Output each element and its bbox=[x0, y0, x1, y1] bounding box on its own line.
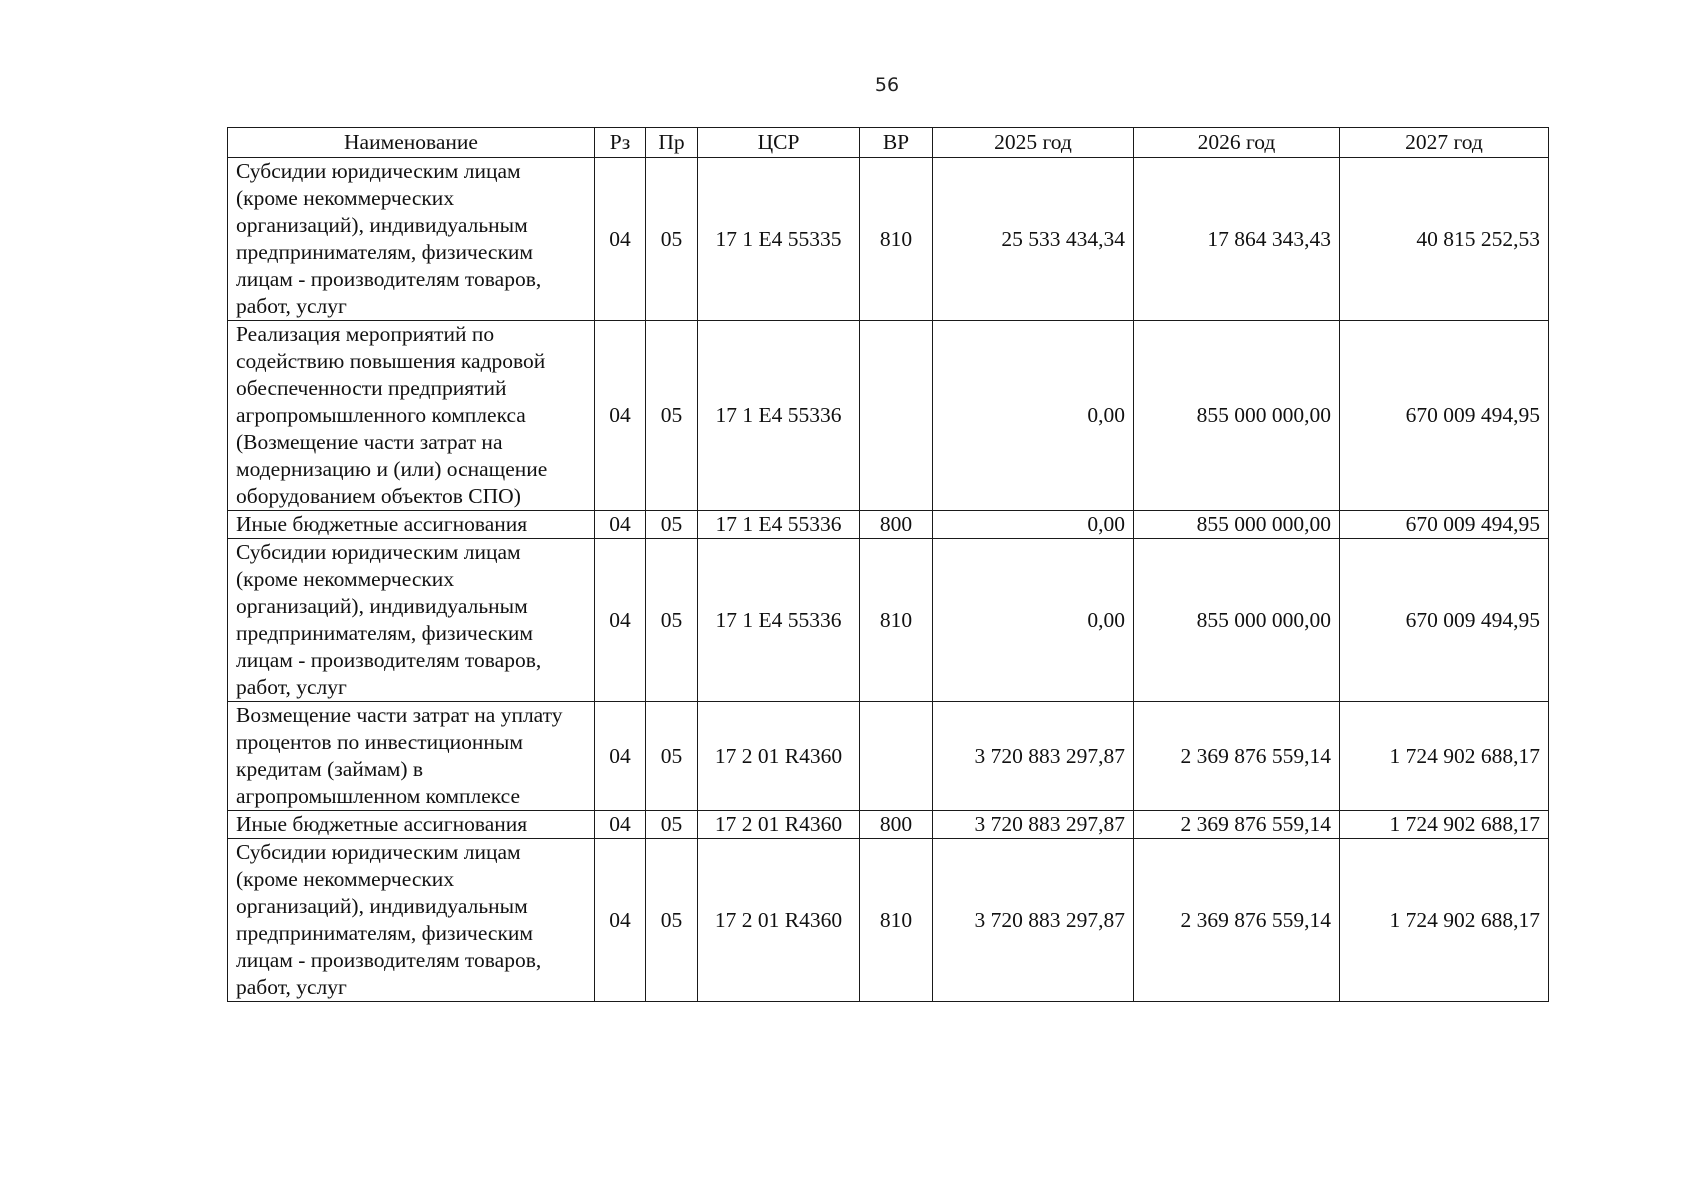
header-name: Наименование bbox=[228, 128, 595, 158]
table-row bbox=[228, 839, 1549, 1002]
row-name: Субсидии юридическим лицам (кроме некоммерческих организаций), индивидуальным предпринимателям, физическим лицам - производителям товаров, работ, услуг bbox=[228, 158, 595, 321]
page-number: 56 bbox=[874, 74, 900, 96]
row-vr: 800 bbox=[860, 511, 933, 539]
row-name: Субсидии юридическим лицам (кроме некоммерческих организаций), индивидуальным предпринимателям, физическим лицам - производителям товаров, работ, услуг bbox=[228, 539, 595, 702]
row-pr: 05 bbox=[646, 839, 698, 1002]
row-2027: 670 009 494,95 bbox=[1340, 539, 1549, 702]
header-rz: Рз bbox=[595, 128, 646, 158]
budget-table bbox=[227, 127, 1549, 1002]
row-2027: 670 009 494,95 bbox=[1340, 511, 1549, 539]
header-pr: Пр bbox=[646, 128, 698, 158]
row-2026: 855 000 000,00 bbox=[1134, 539, 1340, 702]
row-2027: 40 815 252,53 bbox=[1340, 158, 1549, 321]
row-vr bbox=[860, 702, 933, 811]
row-name: Иные бюджетные ассигнования bbox=[228, 511, 595, 539]
row-csr: 17 1 E4 55336 bbox=[698, 511, 860, 539]
row-rz: 04 bbox=[595, 811, 646, 839]
row-pr: 05 bbox=[646, 811, 698, 839]
table-row bbox=[228, 811, 1549, 839]
row-2026: 855 000 000,00 bbox=[1134, 321, 1340, 511]
row-csr: 17 1 E4 55336 bbox=[698, 321, 860, 511]
row-pr: 05 bbox=[646, 158, 698, 321]
row-vr: 810 bbox=[860, 539, 933, 702]
header-2025: 2025 год bbox=[933, 128, 1134, 158]
table-row bbox=[228, 321, 1549, 511]
header-2027: 2027 год bbox=[1340, 128, 1549, 158]
row-2027: 1 724 902 688,17 bbox=[1340, 811, 1549, 839]
row-name: Иные бюджетные ассигнования bbox=[228, 811, 595, 839]
row-rz: 04 bbox=[595, 511, 646, 539]
row-name: Возмещение части затрат на уплату процентов по инвестиционным кредитам (займам) в агропромышленном комплексе bbox=[228, 702, 595, 811]
header-row bbox=[228, 128, 1549, 158]
row-2025: 0,00 bbox=[933, 321, 1134, 511]
row-name: Реализация мероприятий по содействию повышения кадровой обеспеченности предприятий агропромышленного комплекса (Возмещение части затрат на модернизацию и (или) оснащение оборудованием объектов СПО) bbox=[228, 321, 595, 511]
table-row bbox=[228, 158, 1549, 321]
table-row bbox=[228, 511, 1549, 539]
row-2026: 2 369 876 559,14 bbox=[1134, 702, 1340, 811]
row-pr: 05 bbox=[646, 511, 698, 539]
row-vr: 810 bbox=[860, 158, 933, 321]
row-csr: 17 2 01 R4360 bbox=[698, 702, 860, 811]
row-rz: 04 bbox=[595, 839, 646, 1002]
row-name: Субсидии юридическим лицам (кроме некоммерческих организаций), индивидуальным предпринимателям, физическим лицам - производителям товаров, работ, услуг bbox=[228, 839, 595, 1002]
row-vr: 810 bbox=[860, 839, 933, 1002]
row-2025: 0,00 bbox=[933, 511, 1134, 539]
row-2027: 670 009 494,95 bbox=[1340, 321, 1549, 511]
row-csr: 17 2 01 R4360 bbox=[698, 811, 860, 839]
header-vr: ВР bbox=[860, 128, 933, 158]
row-2026: 2 369 876 559,14 bbox=[1134, 811, 1340, 839]
row-2027: 1 724 902 688,17 bbox=[1340, 702, 1549, 811]
row-2026: 17 864 343,43 bbox=[1134, 158, 1340, 321]
row-pr: 05 bbox=[646, 539, 698, 702]
row-2027: 1 724 902 688,17 bbox=[1340, 839, 1549, 1002]
table-row bbox=[228, 702, 1549, 811]
row-2026: 855 000 000,00 bbox=[1134, 511, 1340, 539]
row-csr: 17 1 E4 55335 bbox=[698, 158, 860, 321]
row-vr: 800 bbox=[860, 811, 933, 839]
row-rz: 04 bbox=[595, 702, 646, 811]
row-pr: 05 bbox=[646, 321, 698, 511]
row-csr: 17 1 E4 55336 bbox=[698, 539, 860, 702]
row-pr: 05 bbox=[646, 702, 698, 811]
row-rz: 04 bbox=[595, 158, 646, 321]
row-vr bbox=[860, 321, 933, 511]
row-csr: 17 2 01 R4360 bbox=[698, 839, 860, 1002]
row-2025: 0,00 bbox=[933, 539, 1134, 702]
header-csr: ЦСР bbox=[698, 128, 860, 158]
header-2026: 2026 год bbox=[1134, 128, 1340, 158]
row-2025: 3 720 883 297,87 bbox=[933, 702, 1134, 811]
row-2025: 25 533 434,34 bbox=[933, 158, 1134, 321]
row-rz: 04 bbox=[595, 539, 646, 702]
row-2026: 2 369 876 559,14 bbox=[1134, 839, 1340, 1002]
row-rz: 04 bbox=[595, 321, 646, 511]
row-2025: 3 720 883 297,87 bbox=[933, 839, 1134, 1002]
table-row bbox=[228, 539, 1549, 702]
row-2025: 3 720 883 297,87 bbox=[933, 811, 1134, 839]
